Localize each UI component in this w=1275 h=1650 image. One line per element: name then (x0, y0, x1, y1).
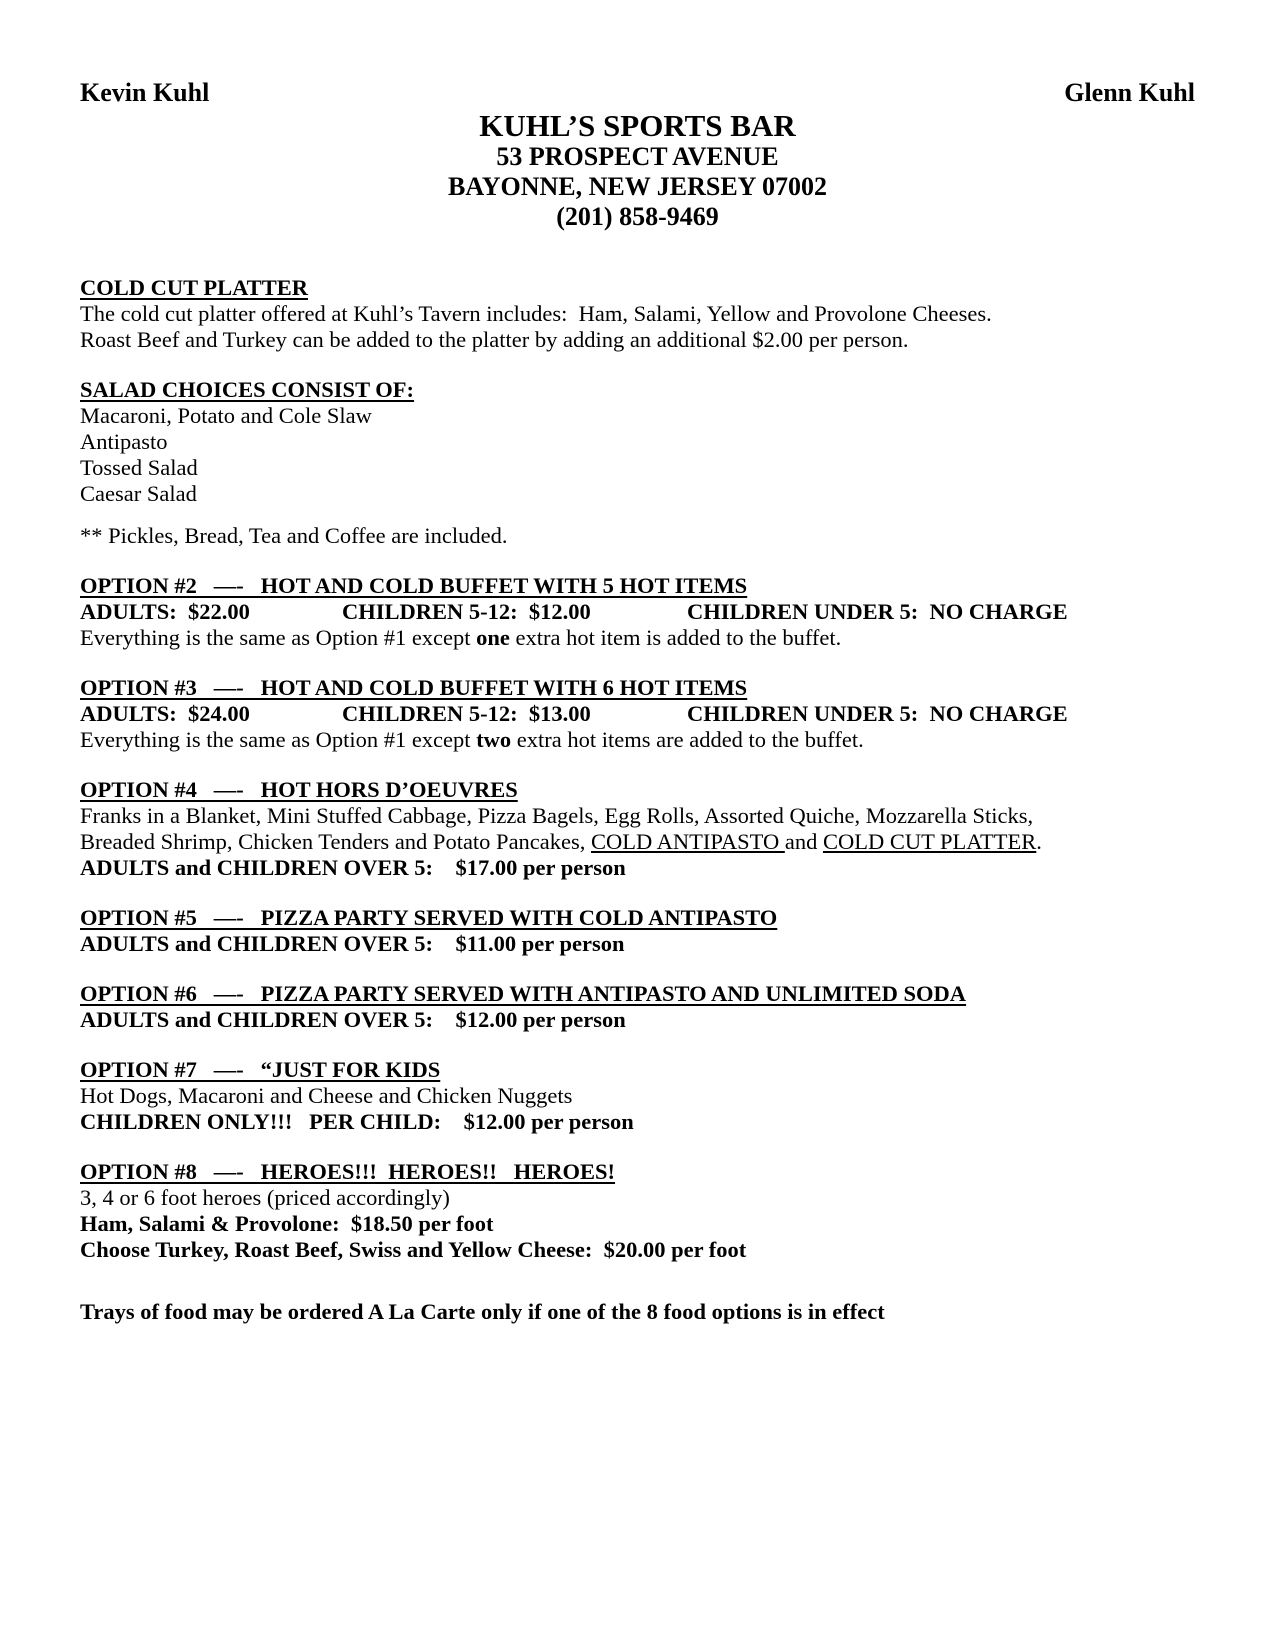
option-8-section (80, 1159, 1200, 1263)
cold-cut-platter-section (80, 275, 1200, 353)
option-desc: 3, 4 or 6 foot heroes (priced accordingly) (80, 1185, 450, 1210)
option-heading: OPTION #2 —- HOT AND COLD BUFFET WITH 5 HOT ITEMS (80, 573, 748, 598)
desc-text: Everything is the same as Option #1 except (80, 625, 477, 650)
option-heading: OPTION #8 —- HEROES!!! HEROES!! HEROES! (80, 1159, 616, 1184)
salad-item: Antipasto (80, 429, 168, 454)
business-name: KUHL’S SPORTS BAR (479, 108, 796, 143)
owner-right: Glenn Kuhl (1064, 78, 1195, 107)
desc-text: and (784, 829, 823, 854)
option-prices (80, 599, 1200, 625)
salad-choices-section (80, 377, 1200, 507)
option-heading: OPTION #3 —- HOT AND COLD BUFFET WITH 6 HOT ITEMS (80, 675, 748, 700)
platter-desc-2: Roast Beef and Turkey can be added to the platter by adding an additional $2.00 per person. (80, 327, 909, 352)
address-line1: 53 PROSPECT AVENUE (496, 142, 779, 171)
salad-item: Tossed Salad (80, 455, 198, 480)
child-price: CHILDREN 5-12: $13.00 (342, 701, 591, 726)
option-desc (80, 727, 1200, 753)
under5-price: CHILDREN UNDER 5: NO CHARGE (687, 701, 1068, 726)
option-price: ADULTS and CHILDREN OVER 5: $17.00 per person (80, 855, 626, 880)
option-price-2: Choose Turkey, Roast Beef, Swiss and Yellow Cheese: $20.00 per foot (80, 1237, 747, 1262)
desc-text: . (1036, 829, 1042, 854)
desc-text: extra hot item is added to the buffet. (509, 625, 842, 650)
option-3-section (80, 675, 1200, 753)
section-heading: SALAD CHOICES CONSIST OF: (80, 377, 415, 402)
option-desc (80, 625, 1200, 651)
cold-cut-platter-ref: COLD CUT PLATTER (822, 829, 1037, 854)
platter-desc-1: The cold cut platter offered at Kuhl’s Tavern includes: Ham, Salami, Yellow and Provolone Cheeses. (80, 301, 992, 326)
menu-content (80, 275, 1200, 1325)
adult-price: ADULTS: $24.00 (80, 701, 250, 726)
cold-antipasto-ref: COLD ANTIPASTO (591, 829, 785, 854)
business-header (0, 110, 1275, 232)
option-6-section (80, 981, 1200, 1033)
owner-left: Kevin Kuhl (80, 78, 210, 107)
desc-text: Everything is the same as Option #1 except (80, 727, 477, 752)
desc-text: extra hot items are added to the buffet. (511, 727, 864, 752)
child-price: CHILDREN 5-12: $12.00 (342, 599, 591, 624)
option-desc-1: Franks in a Blanket, Mini Stuffed Cabbage, Pizza Bagels, Egg Rolls, Assorted Quiche, Mozzarella Sticks, (80, 803, 1034, 828)
option-price: ADULTS and CHILDREN OVER 5: $12.00 per person (80, 1007, 626, 1032)
salad-item: Macaroni, Potato and Cole Slaw (80, 403, 372, 428)
desc-emphasis: two (476, 727, 512, 752)
option-2-section (80, 573, 1200, 651)
desc-text: Breaded Shrimp, Chicken Tenders and Potato Pancakes, (80, 829, 592, 854)
option-heading: OPTION #6 —- PIZZA PARTY SERVED WITH ANTIPASTO AND UNLIMITED SODA (80, 981, 967, 1006)
adult-price: ADULTS: $22.00 (80, 599, 250, 624)
option-4-section (80, 777, 1200, 881)
option-price: ADULTS and CHILDREN OVER 5: $11.00 per person (80, 931, 625, 956)
option-desc-2 (80, 829, 1200, 855)
section-heading: COLD CUT PLATTER (80, 275, 308, 300)
option-7-section (80, 1057, 1200, 1135)
option-heading: OPTION #5 —- PIZZA PARTY SERVED WITH COLD ANTIPASTO (80, 905, 778, 930)
option-prices (80, 701, 1200, 727)
option-price: CHILDREN ONLY!!! PER CHILD: $12.00 per person (80, 1109, 634, 1134)
address-line2: BAYONNE, NEW JERSEY 07002 (447, 172, 827, 201)
option-price-1: Ham, Salami & Provolone: $18.50 per foot (80, 1211, 494, 1236)
included-note: ** Pickles, Bread, Tea and Coffee are included. (80, 523, 508, 548)
salad-item: Caesar Salad (80, 481, 197, 506)
option-5-section (80, 905, 1200, 957)
option-desc: Hot Dogs, Macaroni and Cheese and Chicken Nuggets (80, 1083, 573, 1108)
desc-emphasis: one (476, 625, 510, 650)
under5-price: CHILDREN UNDER 5: NO CHARGE (687, 599, 1068, 624)
option-heading: OPTION #7 —- “JUST FOR KIDS (80, 1057, 441, 1082)
phone-number: (201) 858-9469 (556, 202, 719, 231)
option-heading: OPTION #4 —- HOT HORS D’OEUVRES (80, 777, 518, 802)
footer-note: Trays of food may be ordered A La Carte only if one of the 8 food options is in effect (80, 1299, 885, 1324)
